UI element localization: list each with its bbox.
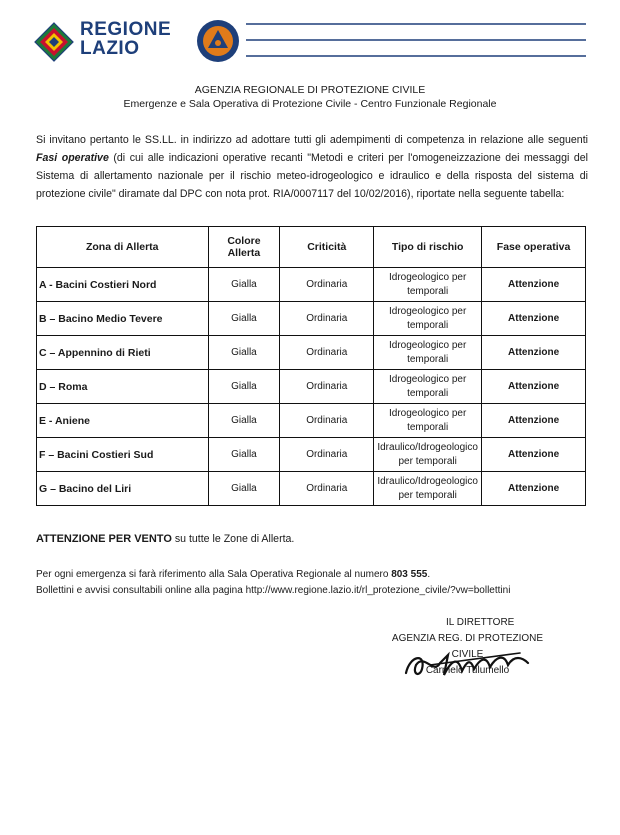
regione-lazio-emblem-icon xyxy=(34,22,74,62)
tipo-cell: Idrogeologico per temporali xyxy=(374,268,482,302)
emergency-phone: 803 555 xyxy=(391,569,428,580)
header-decorative-lines xyxy=(246,18,586,64)
wind-warning-text: su tutte le Zone di Allerta. xyxy=(171,533,295,545)
criticita-cell: Ordinaria xyxy=(280,268,374,302)
zona-cell: G – Bacino del Liri xyxy=(37,472,209,506)
emergency-text-end: . xyxy=(427,569,431,580)
criticita-cell: Ordinaria xyxy=(280,438,374,472)
table-row xyxy=(37,404,586,438)
header-tipo: Tipo di rischio xyxy=(374,227,482,268)
colore-cell: Gialla xyxy=(208,336,280,370)
brand-line-2: LAZIO xyxy=(80,38,140,59)
table-header-row xyxy=(37,227,586,268)
tipo-cell: Idraulico/Idrogeologico per temporali xyxy=(374,438,482,472)
table-row xyxy=(37,472,586,506)
colore-cell: Gialla xyxy=(208,472,280,506)
criticita-cell: Ordinaria xyxy=(280,302,374,336)
handwritten-signature-icon xyxy=(400,645,535,685)
zona-cell: D – Roma xyxy=(37,370,209,404)
fase-cell: Attenzione xyxy=(482,268,586,302)
header-colore: Colore Allerta xyxy=(208,227,280,268)
fase-cell: Attenzione xyxy=(482,404,586,438)
table-row xyxy=(37,268,586,302)
tipo-cell: Idraulico/Idrogeologico per temporali xyxy=(374,472,482,506)
bulletin-link-line: Bollettini e avvisi consultabili online alla pagina http://www.regione.lazio.it/rl_protezione_civile/?vw=bollettini xyxy=(36,585,511,596)
brand-line-1: REGIONE xyxy=(80,19,172,40)
zona-cell: B – Bacino Medio Tevere xyxy=(37,302,209,336)
fase-cell: Attenzione xyxy=(482,336,586,370)
fase-cell: Attenzione xyxy=(482,370,586,404)
fase-cell: Attenzione xyxy=(482,438,586,472)
wind-warning xyxy=(36,533,294,545)
tipo-cell: Idrogeologico per temporali xyxy=(374,370,482,404)
tipo-cell: Idrogeologico per temporali xyxy=(374,404,482,438)
agency-name: AGENZIA REGIONALE DI PROTEZIONE CIVILE xyxy=(194,84,426,96)
tipo-cell: Idrogeologico per temporali xyxy=(374,336,482,370)
zona-cell: F – Bacini Costieri Sud xyxy=(37,438,209,472)
colore-cell: Gialla xyxy=(208,404,280,438)
criticita-cell: Ordinaria xyxy=(280,336,374,370)
emergency-info xyxy=(36,567,510,599)
header-zona: Zona di Allerta xyxy=(37,227,209,268)
regione-lazio-wordmark xyxy=(80,20,171,58)
fase-cell: Attenzione xyxy=(482,472,586,506)
intro-bold-fasi: Fasi operative xyxy=(36,152,109,164)
signer-agency: AGENZIA REG. DI PROTEZIONE CIVILE xyxy=(391,633,544,660)
colore-cell: Gialla xyxy=(208,302,280,336)
intro-text-1: Si invitano pertanto le SS.LL. in indirizzo ad adottare tutti gli adempimenti di competenza in relazione alle seguenti xyxy=(36,134,588,146)
agency-department: Emergenze e Sala Operativa di Protezione Civile - Centro Funzionale Regionale xyxy=(123,98,497,110)
colore-cell: Gialla xyxy=(208,438,280,472)
intro-paragraph xyxy=(36,131,588,203)
table-row xyxy=(37,302,586,336)
emergency-text: Per ogni emergenza si farà riferimento alla Sala Operativa Regionale al numero xyxy=(36,569,392,580)
signer-title: IL DIRETTORE xyxy=(446,617,515,628)
fase-cell: Attenzione xyxy=(482,302,586,336)
table-row xyxy=(37,438,586,472)
signer-name: Carmelo Tulumello xyxy=(425,665,510,676)
zona-cell: E - Aniene xyxy=(37,404,209,438)
colore-cell: Gialla xyxy=(208,370,280,404)
zona-cell: A - Bacini Costieri Nord xyxy=(37,268,209,302)
criticita-cell: Ordinaria xyxy=(280,472,374,506)
zona-cell: C – Appennino di Rieti xyxy=(37,336,209,370)
protezione-civile-seal-icon xyxy=(196,19,240,63)
wind-warning-bold: ATTENZIONE PER VENTO xyxy=(36,533,172,545)
header-fase: Fase operativa xyxy=(482,227,586,268)
criticita-cell: Ordinaria xyxy=(280,404,374,438)
table-row xyxy=(37,336,586,370)
colore-cell: Gialla xyxy=(208,268,280,302)
criticita-cell: Ordinaria xyxy=(280,370,374,404)
table-row xyxy=(37,370,586,404)
tipo-cell: Idrogeologico per temporali xyxy=(374,302,482,336)
letterhead xyxy=(0,0,620,75)
emergency-line xyxy=(36,567,510,583)
header-criticita: Criticità xyxy=(280,227,374,268)
alert-table xyxy=(36,226,586,506)
intro-text-2: (di cui alle indicazioni operative recanti "Metodi e criteri per l'omogeneizzazione dei messaggi del Sistema di allertamento nazionale per il rischio meteo-idrogeologico e idraulico e della risposta del sistema di protezione civile" diramate dal DPC con nota prot. RIA/0007117 del 10/02/2016), riportate nella seguente tabella: xyxy=(36,152,588,200)
